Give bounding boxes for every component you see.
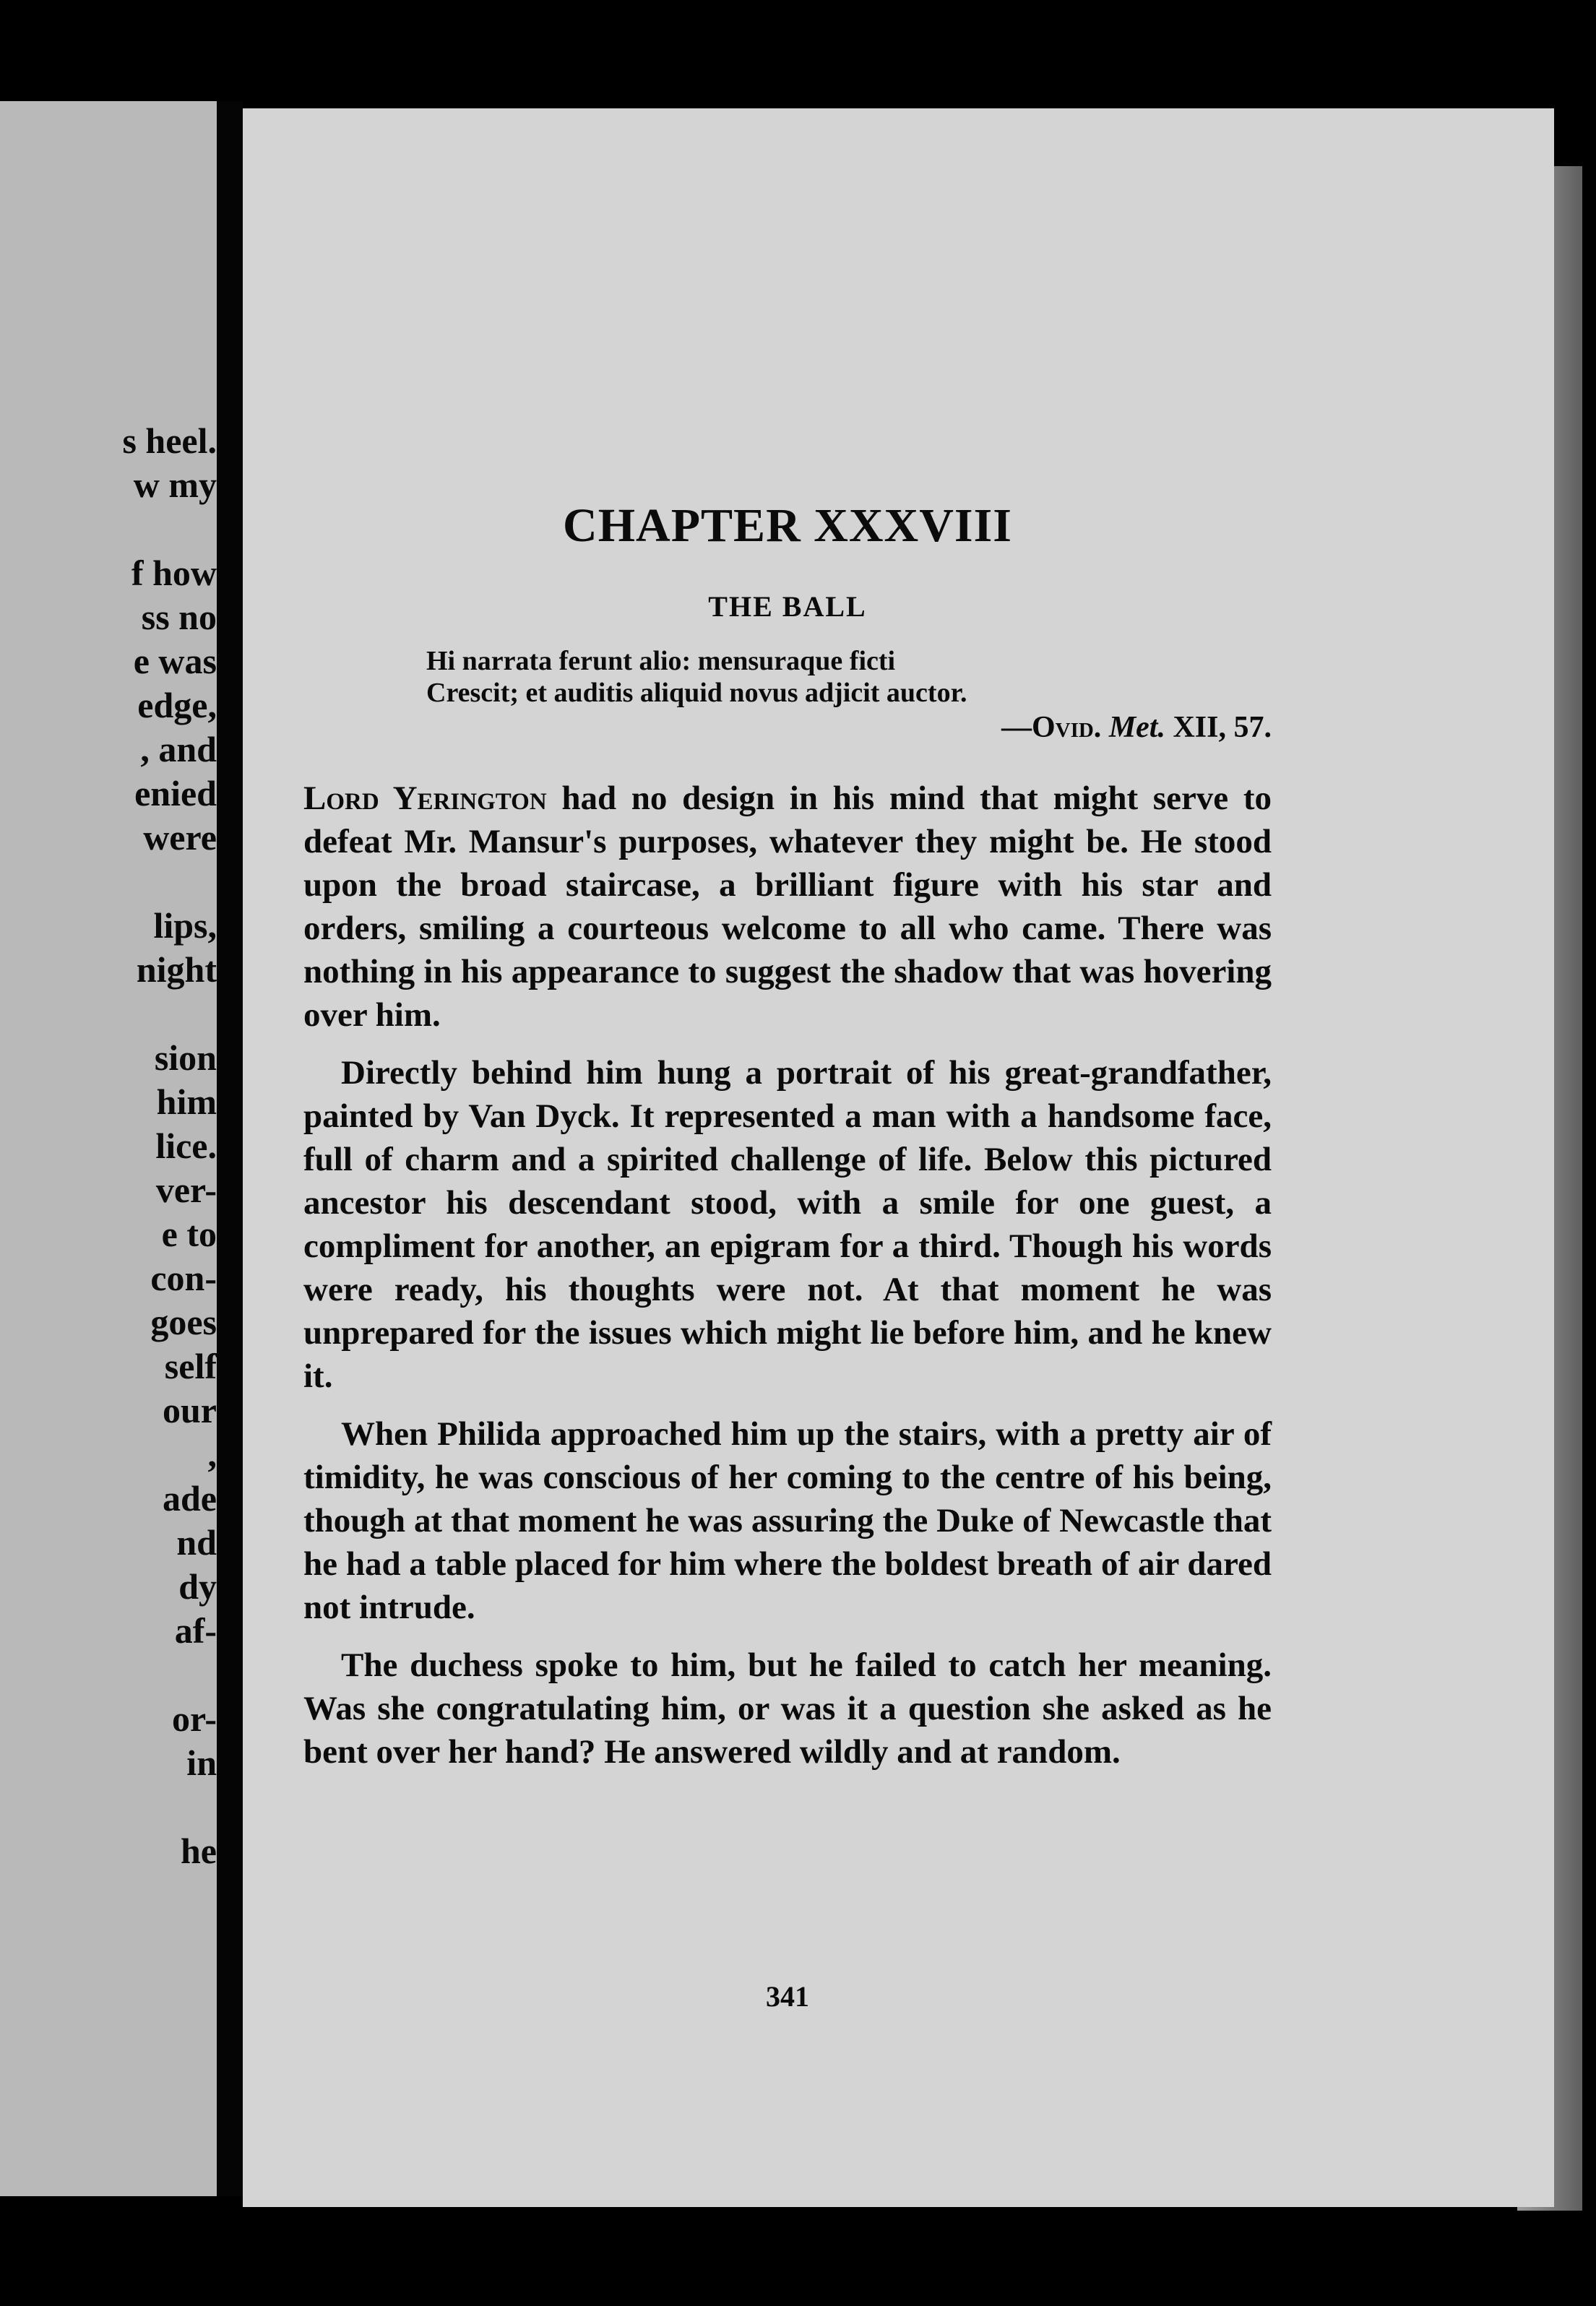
left-page-line: ver- <box>155 1170 217 1210</box>
page-number: 341 <box>766 1980 809 2013</box>
left-page-line: lice. <box>155 1126 217 1166</box>
left-page-line: enied <box>134 773 217 813</box>
epigraph <box>426 645 1272 743</box>
left-page-line: ss no <box>141 597 217 637</box>
left-page-line: , <box>207 1434 217 1474</box>
epigraph-source <box>426 712 1272 743</box>
character-name: Lord Yerington <box>303 780 547 817</box>
left-page-line: ade <box>163 1478 217 1519</box>
left-page-line: he <box>181 1831 217 1871</box>
left-page-line: him <box>156 1081 217 1122</box>
epigraph-work: Met. <box>1108 711 1165 744</box>
left-page-line: or- <box>172 1698 217 1739</box>
left-page-line <box>0 1785 217 1829</box>
left-page-line: goes <box>150 1302 217 1342</box>
left-page-line: self <box>164 1346 217 1386</box>
left-page-line: in <box>186 1743 217 1783</box>
paragraph-1-text: had no design in his mind that might serve to defeat Mr. Mansur's purposes, whatever they might be. He stood upon the broad staircase, a brilliant figure with his star and orders, smiling a courteous welcome to all who came. There was nothing in his appearance to suggest the shadow that was hovering over him. <box>303 780 1272 1034</box>
left-page-line: con- <box>150 1258 217 1298</box>
left-page-line: s heel. <box>122 420 217 461</box>
left-page-line <box>0 992 217 1036</box>
left-page-line: our <box>163 1390 217 1430</box>
left-page-line: e to <box>161 1214 217 1254</box>
paragraph-4: The duchess spoke to him, but he failed to catch her meaning. Was she congratulating him, or was it a question she asked as he bent over her hand? He answered wildly and at random. <box>303 1646 1272 1771</box>
left-page-line: night <box>136 949 217 990</box>
paragraph-2: Directly behind him hung a portrait of his great-grandfather, painted by Van Dyck. It represented a man with a handsome face, full of charm and a spirited challenge of life. Below this pictured ancestor his descendant stood, with a smile for one guest, a compliment for another, an epigram for a third. Though his words were ready, his thoughts were not. At that moment he was unprepared for the issues which might lie before him, and he knew it. <box>303 1054 1272 1395</box>
left-page-line <box>0 860 217 904</box>
left-page-line: nd <box>176 1522 217 1563</box>
left-page-line <box>0 1653 217 1697</box>
epigraph-line-1: Hi narrata ferunt alio: mensuraque ficti <box>426 646 896 676</box>
left-page-line: , and <box>140 729 217 769</box>
left-page-line: af- <box>174 1610 217 1651</box>
left-page-line: dy <box>178 1566 217 1607</box>
epigraph-reference: XII, 57. <box>1173 711 1272 744</box>
left-page-line <box>0 507 217 551</box>
paragraph-1 <box>303 777 1272 1037</box>
left-page-line: f how <box>131 553 217 593</box>
left-page-line: w my <box>133 465 217 505</box>
section-title: THE BALL <box>708 590 867 623</box>
paragraph-3: When Philida approached him up the stairs, with a pretty air of timidity, he was conscious of her coming to the centre of his being, though at that moment he was assuring the Duke of Newcastle that he had a table placed for him where the boldest breath of air dared not intrude. <box>303 1415 1272 1626</box>
left-page-line: edge, <box>137 685 217 725</box>
left-page <box>0 101 217 2196</box>
page-content <box>303 477 1272 2013</box>
epigraph-author: —Ovid. <box>1001 711 1102 744</box>
body-text <box>303 777 1272 1774</box>
chapter-title: CHAPTER XXXVIII <box>563 499 1012 552</box>
left-page-line: e was <box>133 641 217 681</box>
epigraph-line-2: Crescit; et auditis aliquid novus adjicit auctor. <box>426 678 967 708</box>
left-page-line: were <box>143 817 217 858</box>
left-page-line: sion <box>154 1037 217 1078</box>
left-page-text <box>0 419 217 1873</box>
left-page-line: lips, <box>153 905 217 946</box>
book-gutter <box>217 101 243 2196</box>
